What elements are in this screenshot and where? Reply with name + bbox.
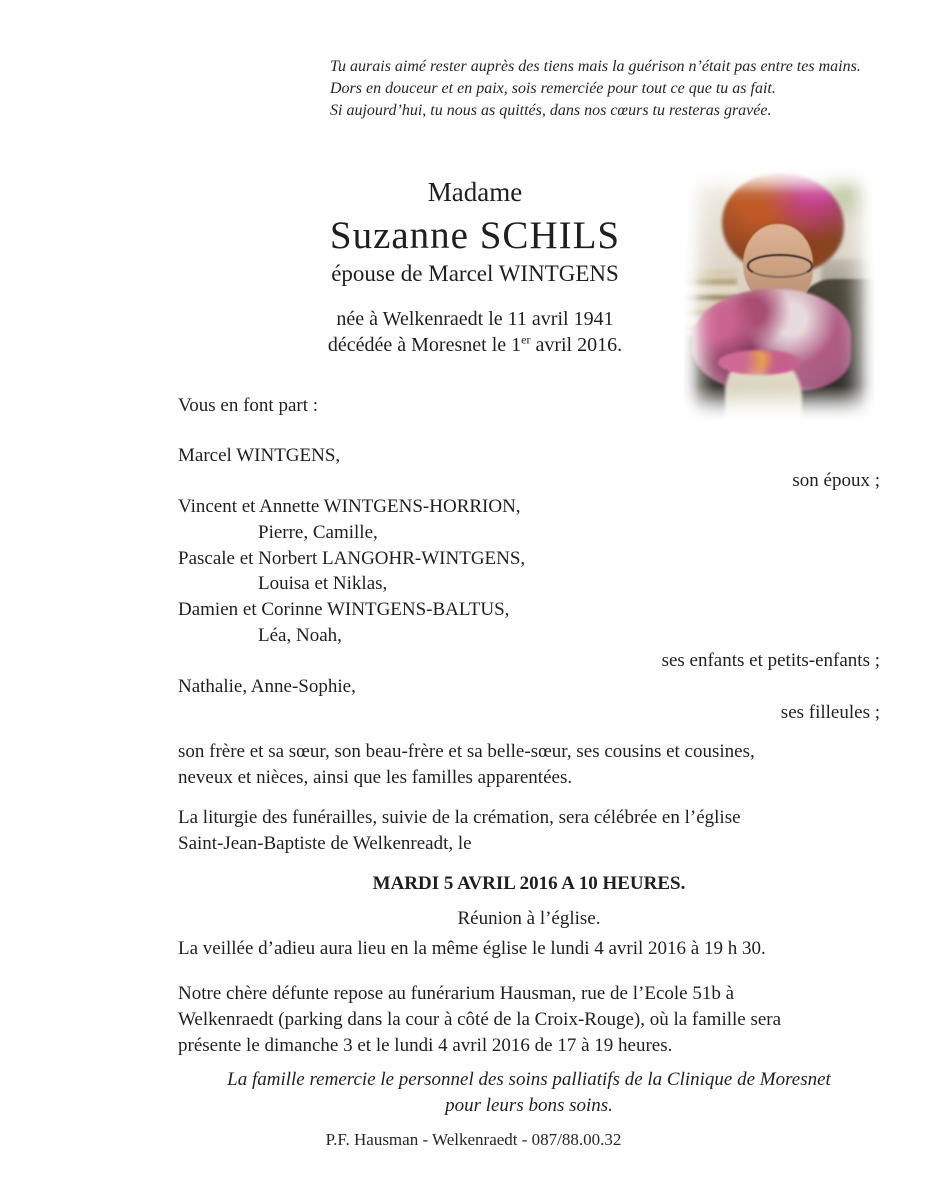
liturgy-paragraph bbox=[178, 805, 880, 856]
family-line-goddaughters: Nathalie, Anne-Sophie, bbox=[178, 676, 356, 698]
repose-line: Welkenraedt (parking dans la cour à côté de la Croix-Rouge), où la famille sera bbox=[178, 1009, 782, 1031]
deceased-name: Suzanne SCHILS bbox=[329, 214, 621, 257]
ceremony-date-line: MARDI 5 AVRIL 2016 A 10 HEURES. bbox=[372, 873, 686, 895]
spouse-line: épouse de Marcel WINTGENS bbox=[331, 261, 619, 286]
birth-line: née à Welkenraedt le 11 avril 1941 bbox=[336, 308, 614, 330]
epitaph-line: Tu aurais aimé rester auprès des tiens mais la guérison n’était pas entre tes mains. bbox=[330, 58, 861, 75]
relatives-line: son frère et sa sœur, son beau-frère et sa belle-sœur, ses cousins et cousines, bbox=[178, 741, 755, 763]
family-line-child: Damien et Corinne WINTGENS-BALTUS, bbox=[178, 598, 510, 620]
repose-paragraph bbox=[178, 981, 880, 1058]
epitaph-line: Dors en douceur et en paix, sois remerciée pour tout ce que tu as fait. bbox=[330, 80, 776, 97]
vigil-line: La veillée d’adieu aura lieu en la même église le lundi 4 avril 2016 à 19 h 30. bbox=[178, 937, 766, 959]
family-line-child: Vincent et Annette WINTGENS-HORRION, bbox=[178, 496, 521, 518]
family-line-grandchildren: Léa, Noah, bbox=[258, 624, 342, 646]
death-line-end: avril 2016. bbox=[530, 334, 623, 356]
funeral-home-footer: P.F. Hausman - Welkenraedt - 087/88.00.32 bbox=[325, 1130, 622, 1149]
repose-line: présente le dimanche 3 et le lundi 4 avril 2016 de 17 à 19 heures. bbox=[178, 1034, 673, 1056]
family-line-spouse: Marcel WINTGENS, bbox=[178, 444, 341, 466]
family-role-children: ses enfants et petits-enfants ; bbox=[661, 650, 880, 672]
death-line-start: décédée à Moresnet le 1 bbox=[327, 334, 522, 356]
announcement-intro: Vous en font part : bbox=[178, 395, 319, 416]
thanks-paragraph bbox=[178, 1067, 880, 1118]
epitaph-quote bbox=[330, 56, 861, 122]
thanks-line: La famille remercie le personnel des soins palliatifs de la Clinique de Moresnet bbox=[227, 1069, 831, 1091]
family-line-grandchildren: Pierre, Camille, bbox=[258, 521, 378, 543]
family-role-goddaughters: ses filleules ; bbox=[780, 701, 880, 723]
liturgy-line: La liturgie des funérailles, suivie de la crémation, sera célébrée en l’église bbox=[178, 806, 741, 828]
repose-line: Notre chère défunte repose au funérarium Hausman, rue de l’Ecole 51b à bbox=[178, 983, 735, 1005]
relatives-line: neveux et nièces, ainsi que les familles apparentées. bbox=[178, 767, 573, 789]
announcement-body bbox=[178, 393, 880, 1119]
deceased-header bbox=[178, 176, 772, 358]
civility-title: Madame bbox=[427, 177, 523, 207]
death-line-ordinal: er bbox=[521, 332, 531, 347]
ceremony-meeting-line: Réunion à l’église. bbox=[457, 907, 601, 929]
family-list bbox=[178, 443, 880, 726]
family-line-grandchildren: Louisa et Niklas, bbox=[258, 573, 388, 595]
liturgy-line: Saint-Jean-Baptiste de Welkenreadt, le bbox=[178, 832, 472, 854]
epitaph-line: Si aujourd’hui, tu nous as quittés, dans nos cœurs tu resteras gravée. bbox=[330, 102, 772, 119]
death-line bbox=[178, 332, 772, 358]
family-line-child: Pascale et Norbert LANGOHR-WINTGENS, bbox=[178, 547, 526, 569]
relatives-paragraph bbox=[178, 739, 880, 790]
birth-death-dates bbox=[178, 306, 772, 358]
family-role-spouse: son époux ; bbox=[792, 470, 880, 492]
thanks-line: pour leurs bons soins. bbox=[445, 1095, 613, 1117]
